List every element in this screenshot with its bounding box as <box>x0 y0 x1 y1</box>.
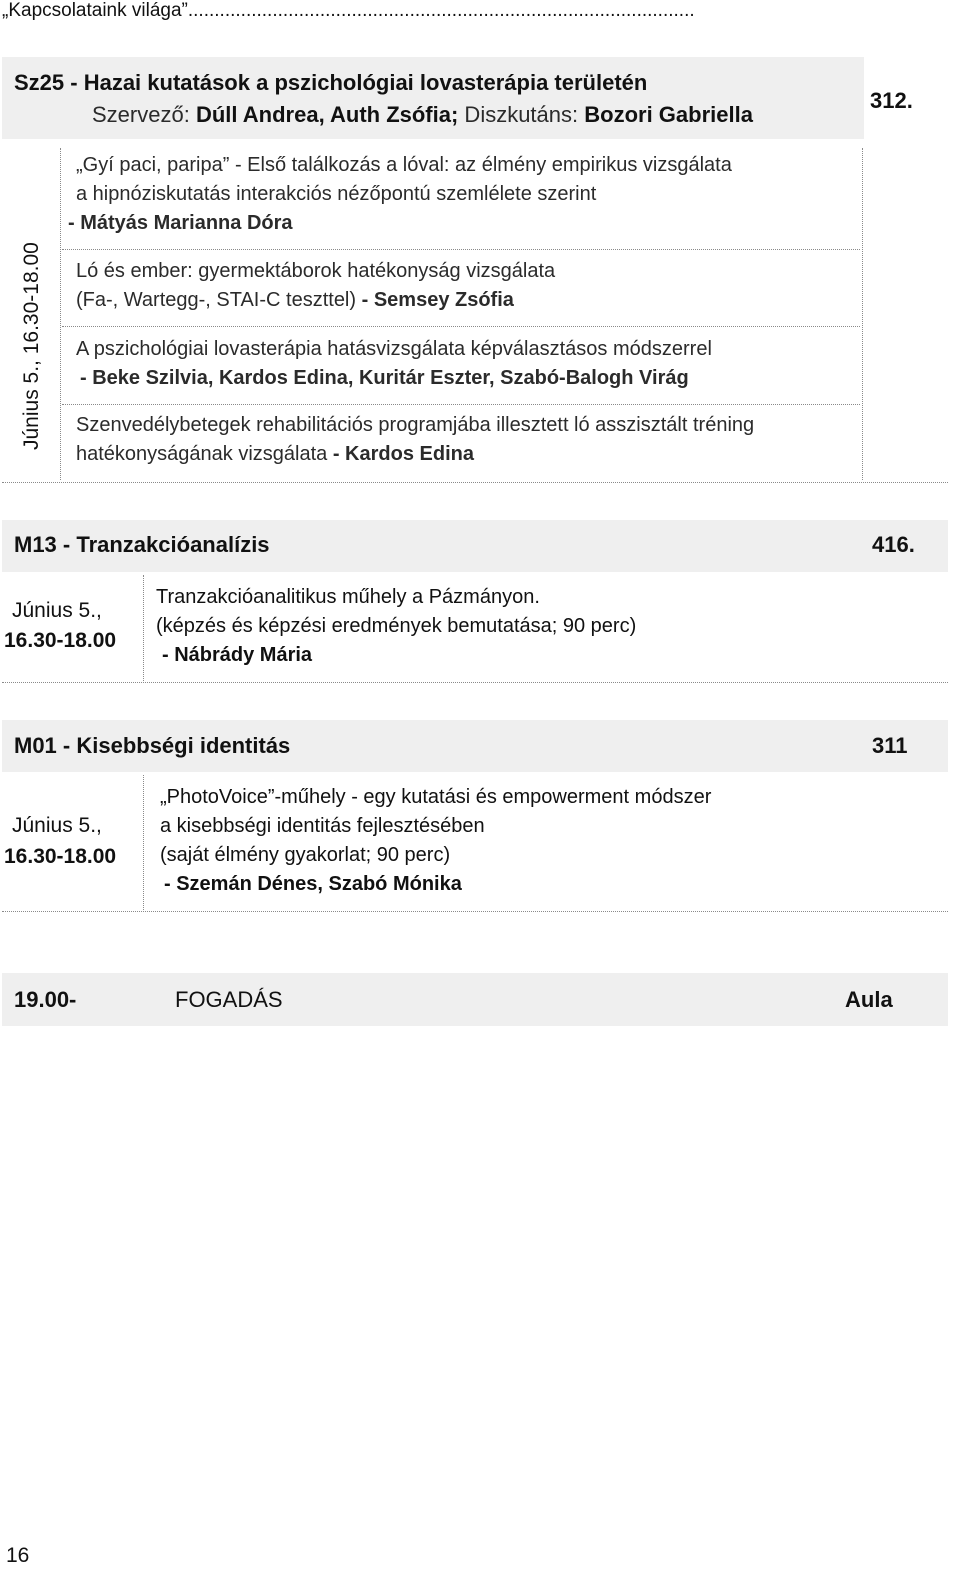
organizer-names: Dúll Andrea, Auth Zsófia; <box>195 102 459 127</box>
talk-4-line-2-text: hatékonyságának vizsgálata <box>76 443 333 465</box>
sz25-bottom-rule <box>2 482 948 483</box>
reception-time: 19.00- <box>14 987 77 1012</box>
reception-band <box>2 973 948 1026</box>
m01-date-divider <box>143 775 144 910</box>
sz25-date: Június 5., 16.30-18.00 <box>20 242 43 450</box>
talk-4-authors: - Kardos Edina <box>332 443 474 465</box>
m01-line-1: „PhotoVoice”-műhely - egy kutatási és empowerment módszer <box>160 786 712 808</box>
talk-1-line-1: „Gyí paci, paripa” - Első találkozás a lóval: az élmény empirikus vizsgálata <box>76 154 732 176</box>
m13-line-2: (képzés és képzési eredmények bemutatása; 90 perc) <box>156 615 637 637</box>
sz25-date-column-divider <box>60 148 61 480</box>
talk-2-line-2-text: (Fa-, Wartegg-, STAI-C teszttel) <box>76 289 362 311</box>
sz25-right-divider <box>862 148 863 480</box>
m01-date-line-1: Június 5., <box>12 814 102 837</box>
m13-room: 416. <box>872 532 915 557</box>
talk-1-line-2: a hipnóziskutatás interakciós nézőpontú szemlélete szerint <box>76 183 597 205</box>
organizer-label: Szervező: <box>92 102 196 127</box>
talk-4-line-1: Szenvedélybetegek rehabilitációs programjába illesztett ló asszisztált tréning <box>76 414 755 436</box>
reception-place: Aula <box>845 987 893 1012</box>
m13-date-line-1: Június 5., <box>12 599 102 622</box>
talk-divider-3 <box>62 404 860 405</box>
sz25-title: Sz25 - Hazai kutatások a pszichológiai lovasterápia területén <box>14 70 648 95</box>
reception-label: FOGADÁS <box>175 987 283 1012</box>
m01-bottom-rule <box>2 911 948 912</box>
m01-line-3: (saját élmény gyakorlat; 90 perc) <box>160 844 451 866</box>
talk-3-authors: - Beke Szilvia, Kardos Edina, Kuritár Eszter, Szabó-Balogh Virág <box>80 367 689 389</box>
discussant-name: Bozori Gabriella <box>584 102 753 127</box>
m13-authors: - Nábrády Mária <box>162 644 313 666</box>
talk-4-line-2 <box>76 440 474 469</box>
m01-room: 311 <box>872 733 908 758</box>
talk-1-authors: - Mátyás Marianna Dóra <box>68 212 293 234</box>
m13-title: M13 - Tranzakcióanalízis <box>14 532 270 557</box>
running-header: „Kapcsolataink világa”................................................................................................ <box>2 0 695 21</box>
m13-date-divider <box>143 575 144 681</box>
sz25-organizers <box>92 100 753 129</box>
discussant-label: Diszkutáns: <box>458 102 585 127</box>
talk-divider-2 <box>62 326 860 327</box>
talk-2-line-1: Ló és ember: gyermektáborok hatékonyság vizsgálata <box>76 260 556 282</box>
m13-line-1: Tranzakcióanalitikus műhely a Pázmányon. <box>156 586 540 608</box>
talk-divider-1 <box>62 249 860 250</box>
talk-2-line-2 <box>76 286 514 315</box>
talk-2-authors: - Semsey Zsófia <box>361 289 514 311</box>
m01-date-line-2: 16.30-18.00 <box>4 845 117 868</box>
m13-bottom-rule <box>2 682 948 683</box>
sz25-room: 312. <box>870 88 913 113</box>
m01-authors: - Szemán Dénes, Szabó Mónika <box>164 873 462 895</box>
page-number: 16 <box>6 1544 30 1567</box>
m01-title: M01 - Kisebbségi identitás <box>14 733 291 758</box>
m01-line-2: a kisebbségi identitás fejlesztésében <box>160 815 485 837</box>
m13-date-line-2: 16.30-18.00 <box>4 629 117 652</box>
talk-3-line-1: A pszichológiai lovasterápia hatásvizsgálata képválasztásos módszerrel <box>76 338 712 360</box>
